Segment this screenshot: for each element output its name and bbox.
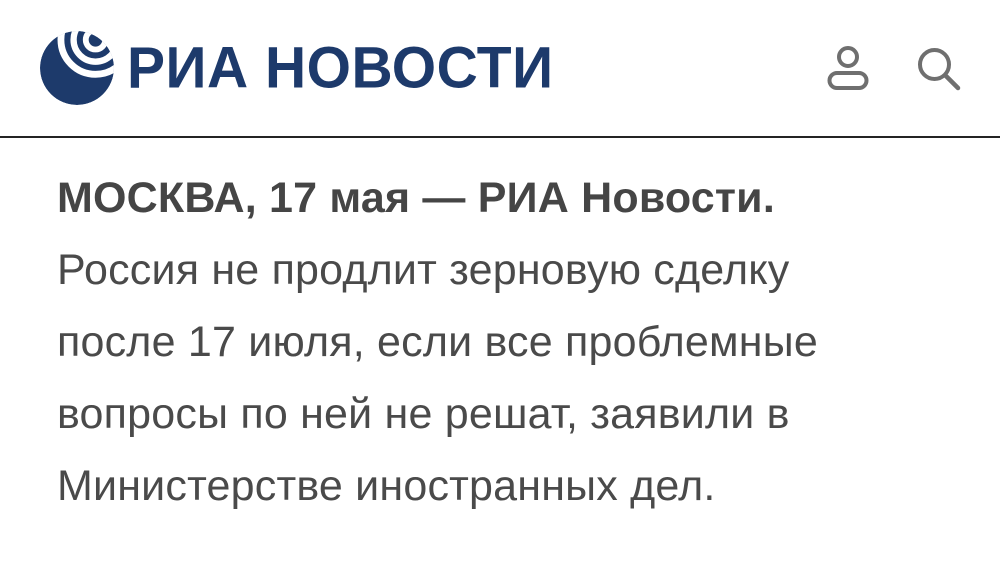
brand-wordmark: РИА НОВОСТИ bbox=[127, 35, 554, 101]
person-icon bbox=[824, 44, 872, 92]
article-body bbox=[0, 162, 1000, 522]
search-icon bbox=[914, 44, 962, 92]
article-line: Министерстве иностранных дел. bbox=[57, 462, 716, 510]
search-button[interactable] bbox=[914, 44, 962, 92]
article-line: после 17 июля, если все проблемные bbox=[57, 318, 818, 366]
site-header bbox=[0, 0, 1000, 136]
header-actions bbox=[824, 44, 962, 92]
ria-logo[interactable] bbox=[40, 31, 554, 105]
article-dateline: МОСКВА, 17 мая — РИА Новости. bbox=[57, 174, 775, 222]
article-paragraph bbox=[57, 162, 943, 522]
article-line: вопросы по ней не решат, заявили в bbox=[57, 390, 790, 438]
header-divider bbox=[0, 136, 1000, 138]
profile-button[interactable] bbox=[824, 44, 872, 92]
ria-globe-icon bbox=[40, 31, 114, 105]
article-line: Россия не продлит зерновую сделку bbox=[57, 246, 790, 294]
